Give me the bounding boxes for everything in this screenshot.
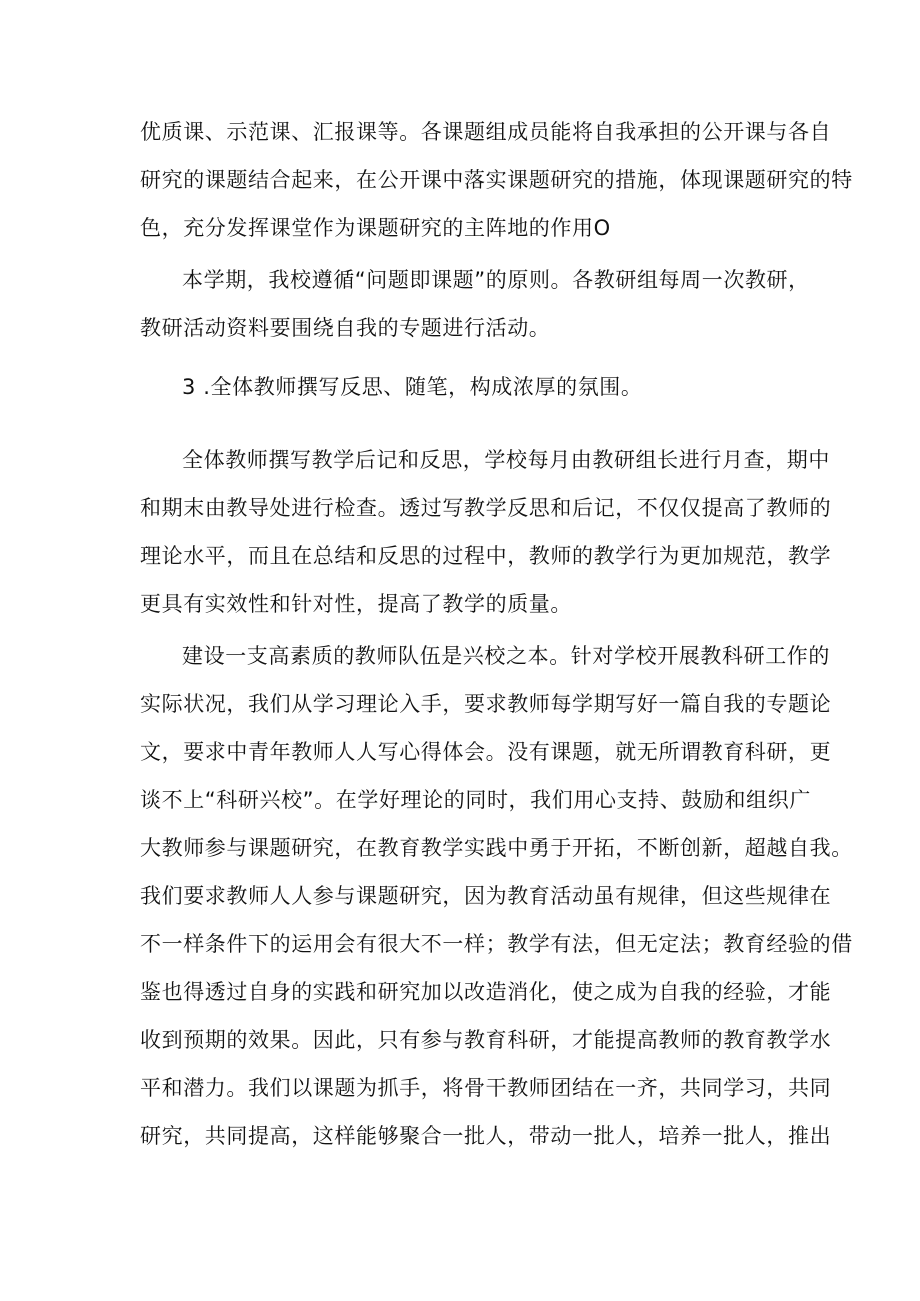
text-line: 理论水平，而且在总结和反思的过程中，教师的教学行为更加规范，教学	[140, 544, 832, 568]
section-heading: 3 .全体教师撰写反思、随笔，构成浓厚的氛围。	[182, 375, 643, 399]
text-line: 建设一支高素质的教师队伍是兴校之本。针对学校开展教科研工作的	[182, 644, 830, 668]
text-line: 平和潜力。我们以课题为抓手，将骨干教师团结在一齐，共同学习，共同	[140, 1076, 832, 1100]
text-line: 优质课、示范课、汇报课等。各课题组成员能将自我承担的公开课与各自	[140, 120, 832, 144]
text-line: 教研活动资料要围绕自我的专题进行活动。	[140, 316, 551, 340]
text-line: 文，要求中青年教师人人写心得体会。没有课题，就无所谓教育科研，更	[140, 740, 832, 764]
text-line: 不一样条件下的运用会有很大不一样；教学有法，但无定法；教育经验的借	[140, 932, 853, 956]
text-line: 全体教师撰写教学后记和反思，学校每月由教研组长进行月查，期中	[182, 448, 830, 472]
text-line: 研究的课题结合起来，在公开课中落实课题研究的措施，体现课题研究的特	[140, 168, 853, 192]
text-line: 研究，共同提高，这样能够聚合一批人，带动一批人，培养一批人，推出	[140, 1124, 832, 1148]
text-line: 大教师参与课题研究，在教育教学实践中勇于开拓，不断创新，超越自我。	[140, 836, 853, 860]
text-line: 色，充分发挥课堂作为课题研究的主阵地的作用O	[140, 216, 611, 240]
text-line: 收到预期的效果。因此，只有参与教育科研，才能提高教师的教育教学水	[140, 1028, 832, 1052]
text-line: 和期末由教导处进行检查。透过写教学反思和后记，不仅仅提高了教师的	[140, 496, 832, 520]
text-line: 更具有实效性和针对性，提高了教学的质量。	[140, 592, 572, 616]
text-line: 实际状况，我们从学习理论入手，要求教师每学期写好一篇自我的专题论	[140, 692, 832, 716]
text-line: 我们要求教师人人参与课题研究，因为教育活动虽有规律，但这些规律在	[140, 884, 832, 908]
text-line: 本学期，我校遵循“问题即课题”的原则。各教研组每周一次教研，	[182, 268, 810, 292]
text-line: 谈不上“科研兴校”。在学好理论的同时，我们用心支持、鼓励和组织广	[140, 788, 811, 812]
text-line: 鉴也得透过自身的实践和研究加以改造消化，使之成为自我的经验，才能	[140, 980, 832, 1004]
